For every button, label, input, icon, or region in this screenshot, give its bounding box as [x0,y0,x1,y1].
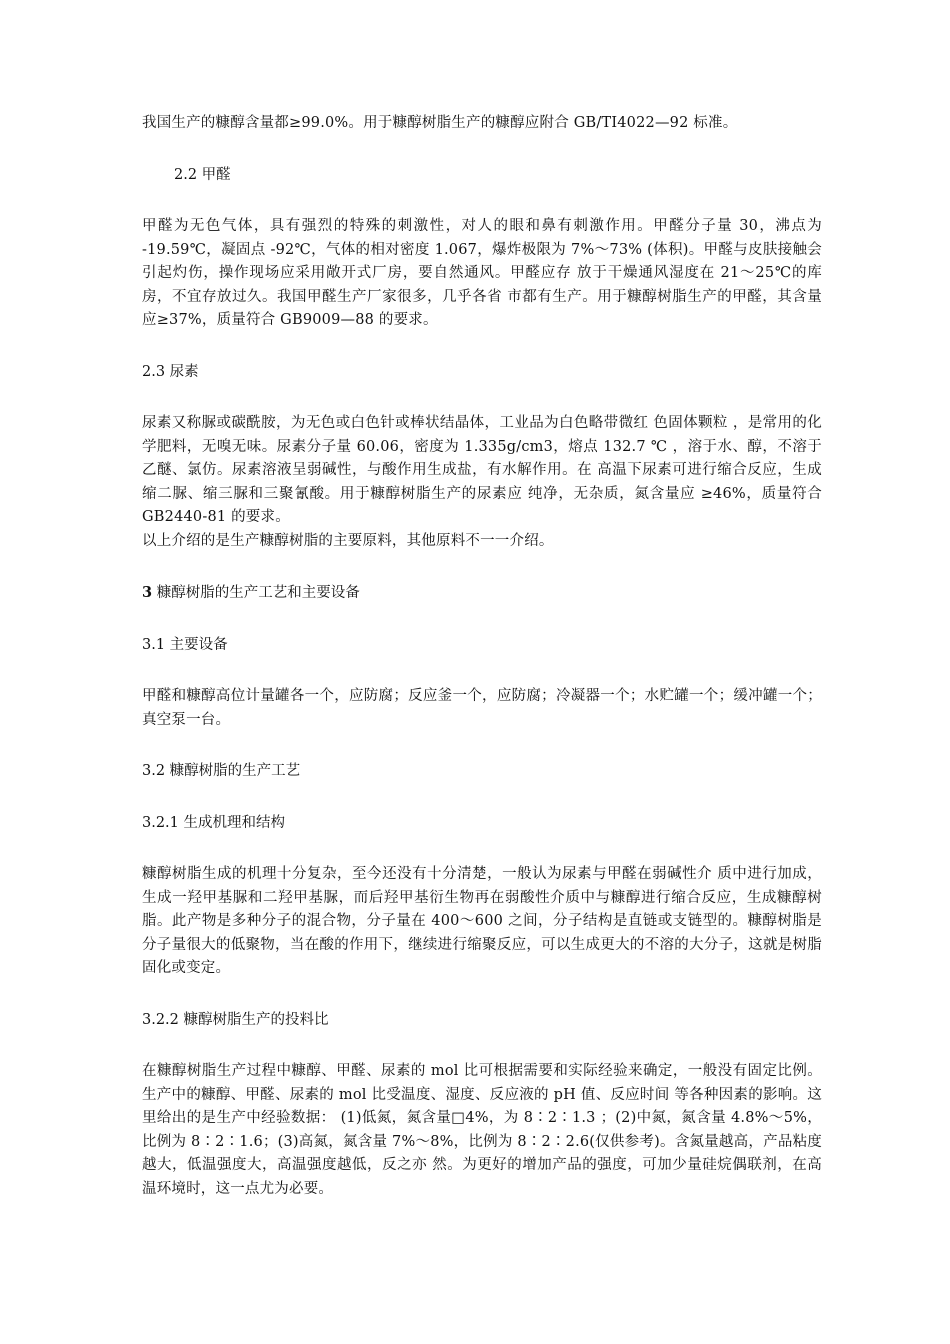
paragraph-main-equipment: 甲醛和糠醇高位计量罐各一个，应防腐；反应釜一个，应防腐；冷凝器一个；水贮罐一个；缓冲罐一个；真空泵一台。 [142,688,822,728]
paragraph-raw-materials-summary: 以上介绍的是生产糠醇树脂的主要原料，其他原料不一一介绍。 [142,532,554,549]
paragraph-furfuryl-alcohol-standard: 我国生产的糠醇含量都≥99.0%。用于糠醇树脂生产的糠醇应附合 GB/TI4022—92 标准。 [142,115,738,131]
section-heading-2-3: 2.3 尿素 [142,363,199,380]
document-page [142,112,822,1201]
section-heading-3-2-2: 3.2.2 糠醇树脂生产的投料比 [142,1011,329,1028]
paragraph-urea: 尿素又称脲或碳酰胺，为无色或白色针或棒状结晶体，工业品为白色略带微红 色固体颗粒 ，是常用的化学肥料，无嗅无味。尿素分子量 60.06，密度为 1.335g/cm3，熔点 132.7 ℃ ，溶于水、醇，不溶于乙醚、氯仿。尿素溶液呈弱碱性，与酸作用生成盐，有水解作用。在 高温下尿素可进行缩合反应，生成缩二脲、缩三脲和三聚氰酸。用于糠醇树脂生产的尿素应 纯净，无杂质，氮含量应 ≥46%，质量符合 GB2440-81 的要求。 [142,415,822,525]
section-title-3: 糠醇树脂的生产工艺和主要设备 [152,585,360,601]
paragraph-mechanism-structure: 糠醇树脂生成的机理十分复杂，至今还没有十分清楚，一般认为尿素与甲醛在弱碱性介 质中进行加成，生成一羟甲基脲和二羟甲基脲，而后羟甲基衍生物再在弱酸性介质中与糠醇进行缩合反应，生成糠醇树脂。此产物是多种分子的混合物，分子量在 400～600 之间，分子结构是直链或支链型的。糠醇树脂是分子量很大的低聚物，当在酸的作用下，继续进行缩聚反应，可以生成更大的不溶的大分子，这就是树脂固化或变定。 [142,866,822,976]
section-heading-3-2-1: 3.2.1 生成机理和结构 [142,814,286,831]
section-heading-3 [142,581,822,606]
section-heading-3-1: 3.1 主要设备 [142,636,228,653]
section-heading-3-2: 3.2 糠醇树脂的生产工艺 [142,763,301,779]
section-heading-2-2: 2.2 甲醛 [174,166,231,183]
section-number-3: 3 [142,584,153,601]
paragraph-formaldehyde: 甲醛为无色气体，具有强烈的特殊的刺激性，对人的眼和鼻有刺激作用。甲醛分子量 30，沸点为 -19.59℃，凝固点 -92℃，气体的相对密度 1.067，爆炸极限为 7%～73% (体积)。甲醛与皮肤接触会引起灼伤，操作现场应采用敞开式厂房，要自然通风。甲醛应存 放于干燥通风湿度在 21～25℃的库房，不宜存放过久。我国甲醛生产厂家很多，几乎各省 市都有生产。用于糠醇树脂生产的甲醛，其含量应≥37%，质量符合 GB9009—88 的要求。 [142,218,822,328]
paragraph-feed-ratio: 在糠醇树脂生产过程中糠醇、甲醛、尿素的 mol 比可根据需要和实际经验来确定，一般没有固定比例。生产中的糠醇、甲醛、尿素的 mol 比受温度、湿度、反应液的 pH 值、反应时间 等各种因素的影响。这里给出的是生产中经验数据： (1)低氮，氮含量□4%，为 8∶2∶1.3 ；(2)中氮，氮含量 4.8%～5%，比例为 8∶2∶1.6；(3)高氮，氮含量 7%～8%，比例为 8∶2∶2.6(仅供参考)。含氮量越高，产品粘度越大，低温强度大，高温强度越低，反之亦 然。为更好的增加产品的强度，可加少量硅烷偶联剂，在高温环境时，这一点尤为必要。 [142,1063,822,1197]
